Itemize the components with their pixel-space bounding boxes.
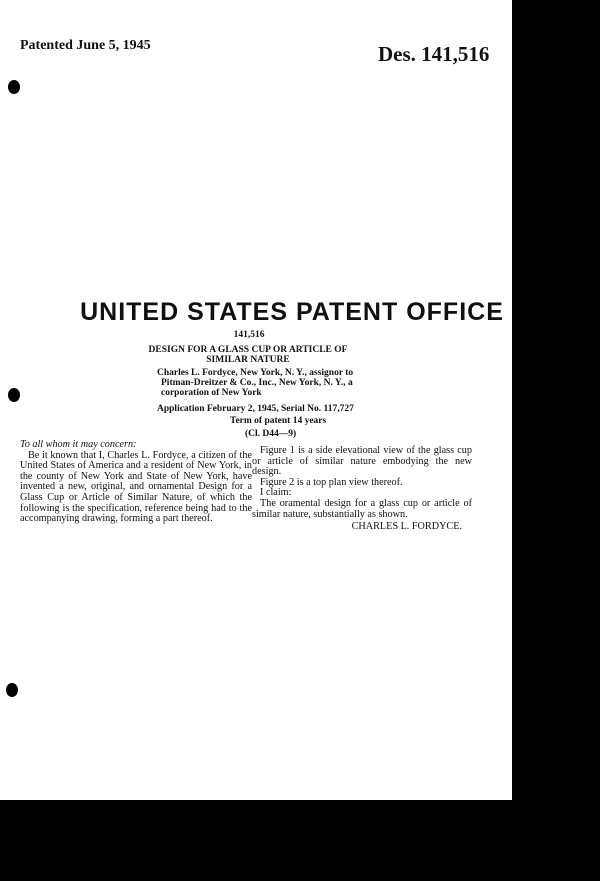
punch-hole-top bbox=[8, 80, 20, 94]
design-title-line-1: DESIGN FOR A GLASS CUP OR ARTICLE OF bbox=[148, 345, 348, 355]
left-column bbox=[20, 440, 252, 525]
scan-border-right bbox=[512, 0, 600, 881]
specification-paragraph: Be it known that I, Charles L. Fordyce, a citizen of the United States of America and a resident of New York, in the county of New York and State of New York, have invented a new, original, and ornamental Design for a Glass Cup or Article of Similar Nature, of which the following is the specification, reference being had to the accompanying drawing, forming a part thereof. bbox=[20, 449, 252, 525]
punch-hole-middle bbox=[8, 388, 20, 402]
claim-text: The oramental design for a glass cup or article of similar nature, substantially as shown. bbox=[252, 497, 472, 520]
term-line: Term of patent 14 years bbox=[230, 416, 327, 426]
patent-number: 141,516 bbox=[233, 330, 265, 340]
figure-2-description: Figure 2 is a top plan view thereof. bbox=[260, 476, 403, 488]
inventor-line-3: corporation of New York bbox=[161, 388, 262, 398]
punch-hole-bottom bbox=[6, 683, 18, 697]
right-column bbox=[252, 446, 472, 533]
design-title-line-2: SIMILAR NATURE bbox=[206, 355, 290, 365]
inventor-line-1: Charles L. Fordyce, New York, N. Y., assignor to bbox=[157, 368, 354, 378]
figure-1-description: Figure 1 is a side elevational view of the glass cup or article of similar nature embodying the new design. bbox=[252, 445, 472, 478]
inventor-line-2: Pitman-Dreitzer & Co., Inc., New York, N. Y., a bbox=[161, 378, 353, 388]
scan-border-bottom bbox=[0, 800, 600, 881]
claim-intro: I claim: bbox=[260, 487, 292, 499]
salutation: To all whom it may concern: bbox=[20, 439, 137, 450]
classification: (Cl. D44—9) bbox=[245, 429, 297, 439]
inventor-signature: CHARLES L. FORDYCE. bbox=[351, 521, 462, 533]
patented-date: Patented June 5, 1945 bbox=[20, 38, 151, 53]
patent-office-heading: UNITED STATES PATENT OFFICE bbox=[80, 298, 504, 326]
design-number: Des. 141,516 bbox=[378, 42, 490, 66]
application-line: Application February 2, 1945, Serial No. 117,727 bbox=[157, 404, 354, 414]
